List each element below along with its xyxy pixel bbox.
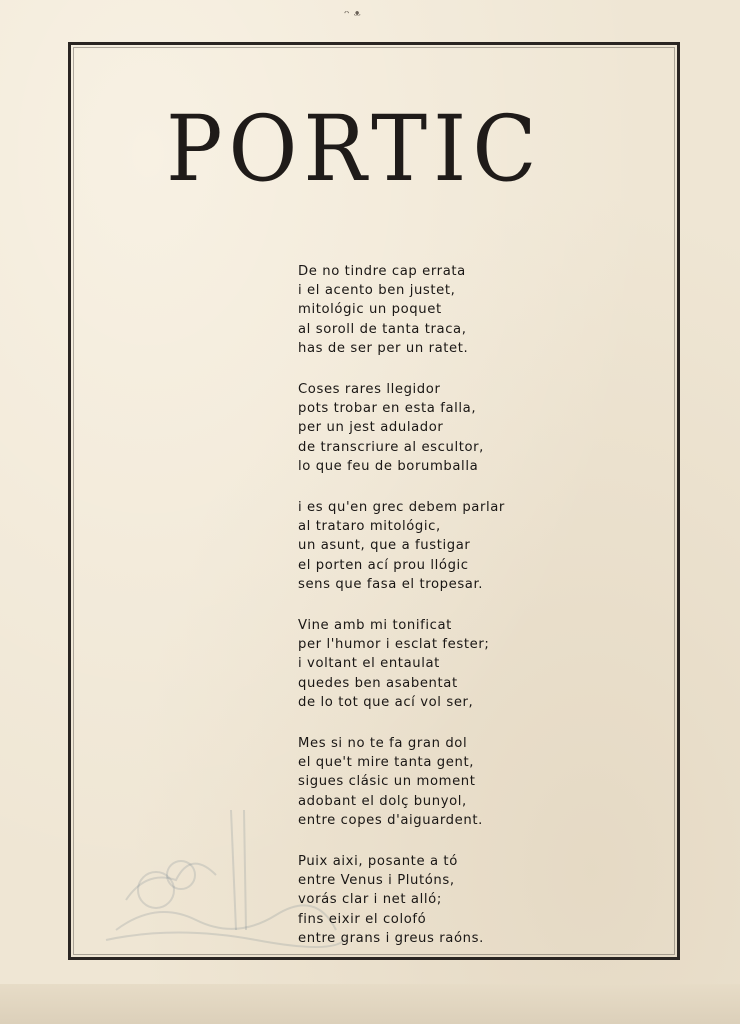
poem-line: lo que feu de borumballa [298, 458, 479, 474]
poem-line: quedes ben asabentat [298, 675, 458, 691]
poem-line: mitológic un poquet [298, 302, 442, 318]
poem-stanza [298, 852, 558, 948]
poem-stanza [298, 380, 558, 476]
poem-line: el que't mire tanta gent, [298, 755, 475, 771]
poem-line: pots trobar en esta falla, [298, 401, 477, 417]
poem-line: i es qu'en grec debem parlar [298, 500, 505, 516]
poem-line: de lo tot que ací vol ser, [298, 694, 474, 710]
poem-line: De no tindre cap errata [298, 264, 466, 279]
page-title: PORTIC [166, 95, 543, 202]
poem-line: entre copes d'aiguardent. [298, 812, 483, 828]
poem-line: al soroll de tanta traca, [298, 321, 467, 337]
poem-line: de transcriure al escultor, [298, 439, 484, 455]
poem-stanza [298, 262, 558, 358]
poem-line: Vine amb mi tonificat [298, 618, 452, 634]
poem-line: Puix aixi, posante a tó [298, 854, 458, 870]
poem-line: fins eixir el colofó [298, 911, 427, 927]
poem-line: sigues clásic un moment [298, 774, 476, 790]
poem-line: per un jest adulador [298, 420, 444, 436]
poem-stanza [298, 498, 558, 594]
poem-stanza [298, 734, 558, 830]
page-bottom-edge [0, 984, 740, 1024]
poem-line: vorás clar i net alló; [298, 892, 442, 908]
poem-line: adobant el dolç bunyol, [298, 793, 467, 809]
poem-line: sens que fasa el tropesar. [298, 576, 484, 592]
poem-line: el porten ací prou llógic [298, 557, 469, 573]
corner-mark: ᵔ ᵜ [344, 8, 361, 24]
poem-stanza [298, 616, 558, 712]
poem-line: has de ser per un ratet. [298, 340, 469, 356]
poem-line: un asunt, que a fustigar [298, 538, 471, 554]
poem-line: i el acento ben justet, [298, 283, 456, 299]
poem-line: al trataro mitológic, [298, 519, 441, 535]
poem-line: Coses rares llegidor [298, 382, 441, 398]
poem-line: Mes si no te fa gran dol [298, 736, 468, 752]
poem-line: per l'humor i esclat fester; [298, 637, 490, 653]
poem [298, 262, 558, 970]
poem-line: entre grans i greus raóns. [298, 930, 484, 946]
poem-line: entre Venus i Plutóns, [298, 873, 455, 889]
poem-line: i voltant el entaulat [298, 656, 440, 672]
